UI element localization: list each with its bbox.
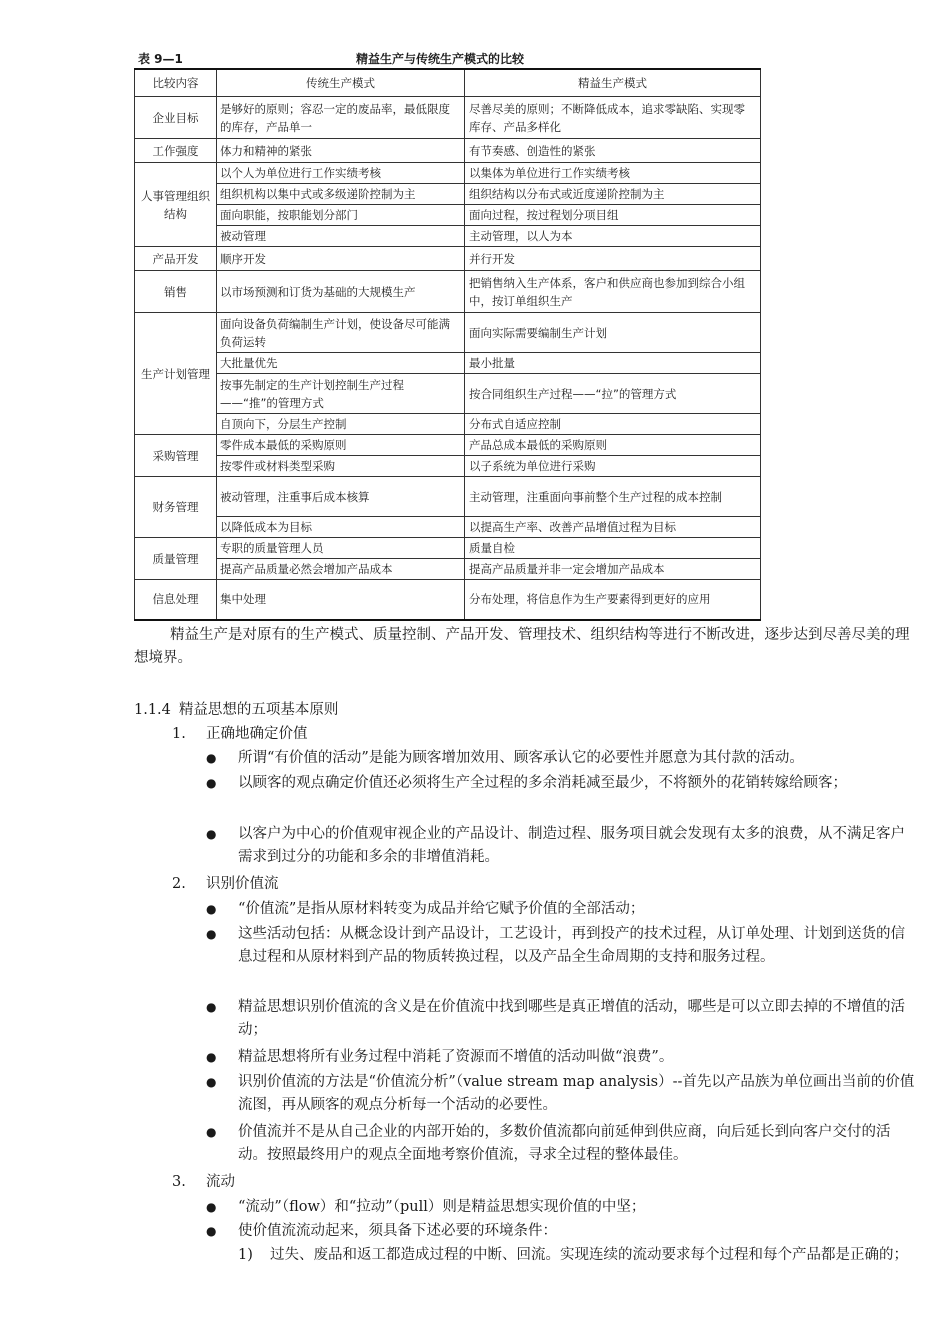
lean-cell: 并行开发 [465,247,761,271]
item-number: 3. [172,1174,186,1190]
traditional-cell: 自顶向下，分层生产控制 [217,414,465,435]
lean-cell: 面向实际需要编制生产计划 [465,313,761,353]
traditional-cell: 提高产品质量必然会增加产品成本 [217,559,465,580]
traditional-cell: 按事先制定的生产计划控制生产过程——“推”的管理方式 [217,374,465,414]
bullet-icon: ● [206,1050,217,1064]
table-caption [134,46,760,68]
table-row [135,580,761,620]
row-category: 采购管理 [135,435,217,477]
table-row [135,559,761,580]
lean-cell: 最小批量 [465,353,761,374]
table-row [135,374,761,414]
lean-cell: 产品总成本最低的采购原则 [465,435,761,456]
lean-cell: 主动管理，以人为本 [465,226,761,247]
item-number: 1. [172,726,186,742]
lean-cell: 有节奏感、创造性的紧张 [465,139,761,163]
row-category: 企业目标 [135,97,217,139]
table-row [135,205,761,226]
table-row [135,435,761,456]
bullet-icon: ● [206,1075,217,1089]
item-title: 识别价值流 [206,876,279,892]
table-row [135,456,761,477]
lean-cell: 以提高生产率、改善产品增值过程为目标 [465,517,761,538]
traditional-cell: 被动管理，注重事后成本核算 [217,477,465,517]
traditional-cell: 专职的质量管理人员 [217,538,465,559]
table-row [135,226,761,247]
lean-cell: 分布式自适应控制 [465,414,761,435]
table-row [135,139,761,163]
traditional-cell: 被动管理 [217,226,465,247]
bullet-icon: ● [206,751,217,765]
bullet-icon: ● [206,1125,217,1139]
table-row [135,313,761,353]
row-category: 工作强度 [135,139,217,163]
table-row [135,477,761,517]
bullet-icon: ● [206,927,217,941]
traditional-cell: 以降低成本为目标 [217,517,465,538]
row-category: 销售 [135,271,217,313]
lean-cell: 面向过程，按过程划分项目组 [465,205,761,226]
row-category: 信息处理 [135,580,217,620]
section-heading [134,699,338,722]
bullet-icon: ● [206,1224,217,1238]
traditional-cell: 面向设备负荷编制生产计划，使设备尽可能满负荷运转 [217,313,465,353]
row-category: 产品开发 [135,247,217,271]
row-category: 生产计划管理 [135,313,217,435]
bullet-text: “流动”（flow）和“拉动”（pull）则是精益思想实现价值的中坚； [238,1199,646,1215]
table-row [135,353,761,374]
traditional-cell: 是够好的原则；容忍一定的废品率，最低限度的库存，产品单一 [217,97,465,139]
bullet-text: 使价值流流动起来，须具备下述必要的环境条件： [238,1223,557,1239]
lean-cell: 分布处理，将信息作为生产要素得到更好的应用 [465,580,761,620]
traditional-cell: 集中处理 [217,580,465,620]
table-title: 精益生产与传统生产模式的比较 [356,52,525,66]
header-traditional: 传统生产模式 [217,69,465,97]
sub-item-number: 1) [238,1247,253,1263]
bullet-text: 识别价值流的方法是“价值流分析”（value stream map analysis）--首先以产品族为单位画出当前的价值流图，再从顾客的观点分析每一个活动的必要性。 [238,1074,915,1113]
lean-cell: 提高产品质量并非一定会增加产品成本 [465,559,761,580]
section-title: 精益思想的五项基本原则 [178,702,339,718]
lean-cell: 主动管理，注重面向事前整个生产过程的成本控制 [465,477,761,517]
bullet-icon: ● [206,902,217,916]
table-row [135,538,761,559]
table-row [135,247,761,271]
table-row [135,414,761,435]
table-number: 表 9—1 [138,52,183,66]
bullet-text: 价值流并不是从自己企业的内部开始的，多数价值流都向前延伸到供应商，向后延长到向客户交付的活动。按照最终用户的观点全面地考察价值流，寻求全过程的整体最佳。 [238,1124,891,1163]
section-number: 1.1.4 [134,702,171,718]
traditional-cell: 体力和精神的紧张 [217,139,465,163]
traditional-cell: 零件成本最低的采购原则 [217,435,465,456]
traditional-cell: 以个人为单位进行工作实绩考核 [217,163,465,184]
comparison-table [134,68,761,621]
lean-cell: 组织结构以分布式或近度递阶控制为主 [465,184,761,205]
traditional-cell: 顺序开发 [217,247,465,271]
traditional-cell: 大批量优先 [217,353,465,374]
traditional-cell: 以市场预测和订货为基础的大规模生产 [217,271,465,313]
table-row [135,163,761,184]
lean-cell: 以集体为单位进行工作实绩考核 [465,163,761,184]
lean-cell: 尽善尽美的原则；不断降低成本，追求零缺陷、实现零库存、产品多样化 [465,97,761,139]
lean-cell: 以子系统为单位进行采购 [465,456,761,477]
lean-cell: 按合同组织生产过程——“拉”的管理方式 [465,374,761,414]
header-lean: 精益生产模式 [465,69,761,97]
bullet-text: 这些活动包括：从概念设计到产品设计，工艺设计，再到投产的技术过程，从订单处理、计划到送货的信息过程和从原材料到产品的物质转换过程，以及产品全生命周期的支持和服务过程。 [238,926,905,965]
header-category: 比较内容 [135,69,217,97]
lean-cell: 质量自检 [465,538,761,559]
table-row [135,97,761,139]
traditional-cell: 组织机构以集中式或多级递阶控制为主 [217,184,465,205]
bullet-text: 以客户为中心的价值观审视企业的产品设计、制造过程、服务项目就会发现有太多的浪费，从不满足客户需求到过分的功能和多余的非增值消耗。 [238,826,905,865]
intro-paragraph: 精益生产是对原有的生产模式、质量控制、产品开发、管理技术、组织结构等进行不断改进，逐步达到尽善尽美的理想境界。 [134,627,910,666]
comparison-table-figure [134,46,760,621]
item-title: 流动 [206,1174,235,1190]
bullet-icon: ● [206,776,217,790]
item-title: 正确地确定价值 [206,726,308,742]
bullet-icon: ● [206,827,217,841]
bullet-text: 所谓“有价值的活动”是能为顾客增加效用、顾客承认它的必要性并愿意为其付款的活动。 [238,750,804,766]
row-category: 财务管理 [135,477,217,538]
lean-cell: 把销售纳入生产体系，客户和供应商也参加到综合小组中，按订单组织生产 [465,271,761,313]
bullet-text: “价值流”是指从原材料转变为成品并给它赋予价值的全部活动； [238,901,645,917]
table-row [135,517,761,538]
bullet-text: 精益思想将所有业务过程中消耗了资源而不增值的活动叫做“浪费”。 [238,1049,674,1065]
row-category: 人事管理组织结构 [135,163,217,247]
bullet-text: 以顾客的观点确定价值还必须将生产全过程的多余消耗减至最少，不将额外的花销转嫁给顾客； [238,775,847,791]
table-header-row [135,69,761,97]
traditional-cell: 面向职能，按职能划分部门 [217,205,465,226]
sub-item-text: 过失、废品和返工都造成过程的中断、回流。实现连续的流动要求每个过程和每个产品都是正确的； [270,1247,908,1263]
bullet-icon: ● [206,1200,217,1214]
table-row [135,271,761,313]
row-category: 质量管理 [135,538,217,580]
item-number: 2. [172,876,186,892]
bullet-icon: ● [206,1000,217,1014]
bullet-text: 精益思想识别价值流的含义是在价值流中找到哪些是真正增值的活动，哪些是可以立即去掉的不增值的活动； [238,999,905,1038]
traditional-cell: 按零件或材料类型采购 [217,456,465,477]
table-row [135,184,761,205]
